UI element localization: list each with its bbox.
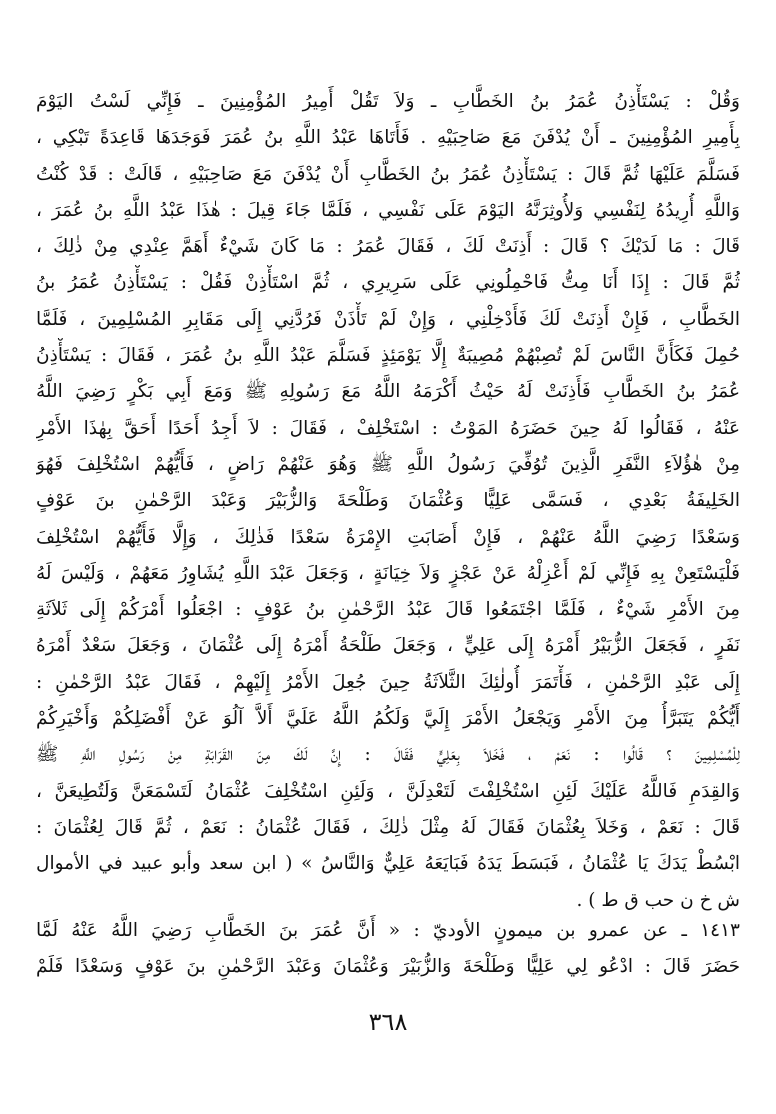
- main-text-block: [36, 84, 740, 919]
- page-number: ٣٦٨: [368, 1008, 408, 1036]
- text-line-20: وَالقِدَمِ فَاللَّهُ عَلَيْكَ لَئِنِ اسْتُخْلِفْتَ لَتَعْدِلَنَّ ، وَلَئِنِ اسْتُخْلِفَ عُثْمَانُ لَتَسْمَعَنَّ وَلَتُطِيعَنَّ ،: [36, 780, 740, 802]
- text-line-21: قَالَ : نَعَمْ ، وَخَلاَ بِعُثْمَانَ فَقَالَ لَهُ مِثْلَ ذٰلِكَ ، فَقَالَ عُثْمَانُ : نَعَمْ ، ثُمَّ قَالَ لِعُثْمَانَ :: [36, 816, 740, 838]
- text-line-17: إِلَى عَبْدِ الرَّحْمٰنِ ، فَأْتَمَرَ أُولٰئِكَ الثَّلاَثَةُ حِينَ جُعِلَ الأَمْرُ إِلَيْهِمْ ، فَقَالَ عَبْدُ الرَّحْمٰنِ :: [36, 671, 740, 693]
- text-line-6: ثُمَّ قَالَ : إِذَا أَنَا مِتُّ فَاحْمِلُونِي عَلَى سَرِيرِي ، ثُمَّ اسْتَأْذِنْ فَقُلْ : يَسْتَأْذِنُ عُمَرُ بنُ: [36, 272, 740, 294]
- text-line-23-source-codes: ش خ ن حب ق ط ) .: [576, 889, 740, 911]
- text-line-18: أَيُّكُمْ يَتَبَرَّأُ مِنَ الأَمْرِ وَيَجْعَلُ الأَمْرَ إِلَيَّ وَلَكُمُ اللَّهُ عَلَيَّ أَلاَّ آلُوَ عَنْ أَفْضَلِكُمْ وَأَخْيَرِكُمْ: [36, 708, 740, 730]
- text-line-22: ابْسُطْ يَدَكَ يَا عُثْمَانُ ، فَبَسَطَ يَدَهُ فَبَايَعَهُ عَلِيٌّ وَالنَّاسُ » ( ابن سعد وأبو عبيد في الأموال: [36, 853, 740, 875]
- hadith-1413-line-1: ١٤١٣ ـ عن عمرو بن ميمونٍ الأوديّ : « أَنَّ عُمَرَ بنَ الخَطَّابِ رَضِيَ اللَّهُ عَنْهُ لَمَّا: [36, 920, 740, 941]
- text-line-16: نَفَرٍ ، فَجَعَلَ الزُّبَيْرُ أَمْرَهُ إِلَى عَلِيٍّ ، وَجَعَلَ طَلْحَةُ أَمْرَهُ إِلَى عُثْمَانَ ، وَجَعَلَ سَعْدٌ أَمْرَهُ: [36, 635, 740, 657]
- text-line-3: فَسَلَّمَ عَلَيْهَا ثُمَّ قَالَ : يَسْتَأْذِنُ عُمَرُ بنُ الخَطَّابِ أَنْ يُدْفَنَ مَعَ صَاحِبَيْهِ ، قَالَتْ : قَدْ كُنْتُ: [36, 163, 740, 185]
- text-line-19: لِلْمُسْلِمِينَ ؟ قَالُوا : نَعَمْ ، فَخَلاَ بِعَلِيٍّ فَقَالَ : إِنَّ لَكَ مِنَ القَرَابَةِ مِنْ رَسُولِ اللَّهِ ﷺ: [36, 744, 740, 766]
- next-hadith-block: [36, 913, 740, 986]
- hadith-1413-line-2: حَضَرَ قَالَ : ادْعُو لِي عَلِيًّا وَطَلْحَةَ وَالزُّبَيْرَ وَعُثْمَانَ وَعَبْدَ الرَّحْمٰنِ بنَ عَوْفٍ وَسَعْدًا فَلَمْ: [36, 956, 740, 978]
- text-line-8: حُمِلَ فَكَأَنَّ النَّاسَ لَمْ تُصِبْهُمْ مُصِيبَةٌ إِلَّا يَوْمَئِذٍ فَسَلَّمَ عَبْدُ اللَّهِ بنُ عُمَرَ ، فَقَالَ : يَسْتَأْذِنُ: [36, 345, 740, 367]
- text-line-4: وَاللَّهِ أُرِيدُهُ لِنَفْسِي وَلأُوثِرَنَّهُ اليَوْمَ عَلَى نَفْسِي ، فَلَمَّا جَاءَ قِيلَ : هٰذَا عَبْدُ اللَّهِ بنُ عُمَرَ ،: [36, 199, 740, 221]
- text-line-10: عَنْهُ ، فَقَالُوا لَهُ حِينَ حَضَرَهُ المَوْتُ : اسْتَخْلِفْ ، فَقَالَ : لاَ أَجِدُ أَحَدًا أَحَقَّ بِهٰذَا الأَمْرِ: [36, 417, 740, 439]
- text-line-1: وَقُلْ : يَسْتَأْذِنُ عُمَرُ بنُ الخَطَّابِ ـ وَلاَ تَقُلْ أَمِيرُ المُؤْمِنِينَ ـ فَإِنِّي لَسْتُ اليَوْمَ: [36, 91, 740, 112]
- text-line-15: مِنَ الأَمْرِ شَيْءٌ ، فَلَمَّا اجْتَمَعُوا قَالَ عَبْدُ الرَّحْمٰنِ بنُ عَوْفٍ : اجْعَلُوا أَمْرَكُمْ إِلَى ثَلاَثَةِ: [36, 599, 740, 621]
- text-line-7: الخَطَّابِ ، فَإِنْ أَذِنَتْ لَكَ فَأَدْخِلْنِي ، وَإِنْ لَمْ تَأْذَنْ فَرُدَّنِي إِلَى مَقَابِرِ المُسْلِمِينَ ، فَلَمَّا: [36, 308, 740, 330]
- text-line-5: قَالَ : مَا لَدَيْكَ ؟ قَالَ : أَذِنَتْ لَكَ ، فَقَالَ عُمَرُ : مَا كَانَ شَيْءٌ أَهَمَّ عِنْدِي مِنْ ذٰلِكَ ،: [36, 236, 740, 258]
- text-line-13: وَسَعْدًا رَضِيَ اللَّهُ عَنْهُمْ ، فَإِنْ أَصَابَتِ الإِمْرَةُ سَعْدًا فَذٰلِكَ ، وَإِلَّا فَأَيُّهُمْ اسْتُخْلِفَ: [36, 526, 740, 548]
- text-line-11: مِنْ هٰؤُلاَءِ النَّفَرِ الَّذِينَ تُوُفِّيَ رَسُولُ اللَّهِ ﷺ وَهُوَ عَنْهُمْ رَاضٍ ، فَأَيُّهُمْ اسْتُخْلِفَ فَهُوَ: [36, 453, 740, 475]
- text-line-14: فَلْيَسْتَعِنْ بِهِ فَإِنِّي لَمْ أَعْزِلْهُ عَنْ عَجْزٍ وَلاَ خِيَانَةٍ ، وَجَعَلَ عَبْدَ اللَّهِ يُشَاوِرُ مَعَهُمْ ، وَلَيْسَ لَهُ: [36, 562, 740, 584]
- text-line-2: بِأَمِيرِ المُؤْمِنِينَ ـ أَنْ يُدْفَنَ مَعَ صَاحِبَيْهِ . فَأَتَاهَا عَبْدُ اللَّهِ بنُ عُمَرَ فَوَجَدَهَا قَاعِدَةً تَبْكِي ،: [36, 127, 740, 149]
- text-line-9: عُمَرُ بنُ الخَطَّابِ فَأَذِنَتْ لَهُ حَيْثُ أَكْرَمَهُ اللَّهُ مَعَ رَسُولِهِ ﷺ وَمَعَ أَبِي بَكْرٍ رَضِيَ اللَّهُ: [36, 381, 740, 403]
- text-line-12: الخَلِيفَةُ بَعْدِي ، فَسَمَّى عَلِيًّا وَعُثْمَانَ وَطَلْحَةَ وَالزُّبَيْرَ وَعَبْدَ الرَّحْمٰنِ بنَ عَوْفٍ: [36, 490, 740, 512]
